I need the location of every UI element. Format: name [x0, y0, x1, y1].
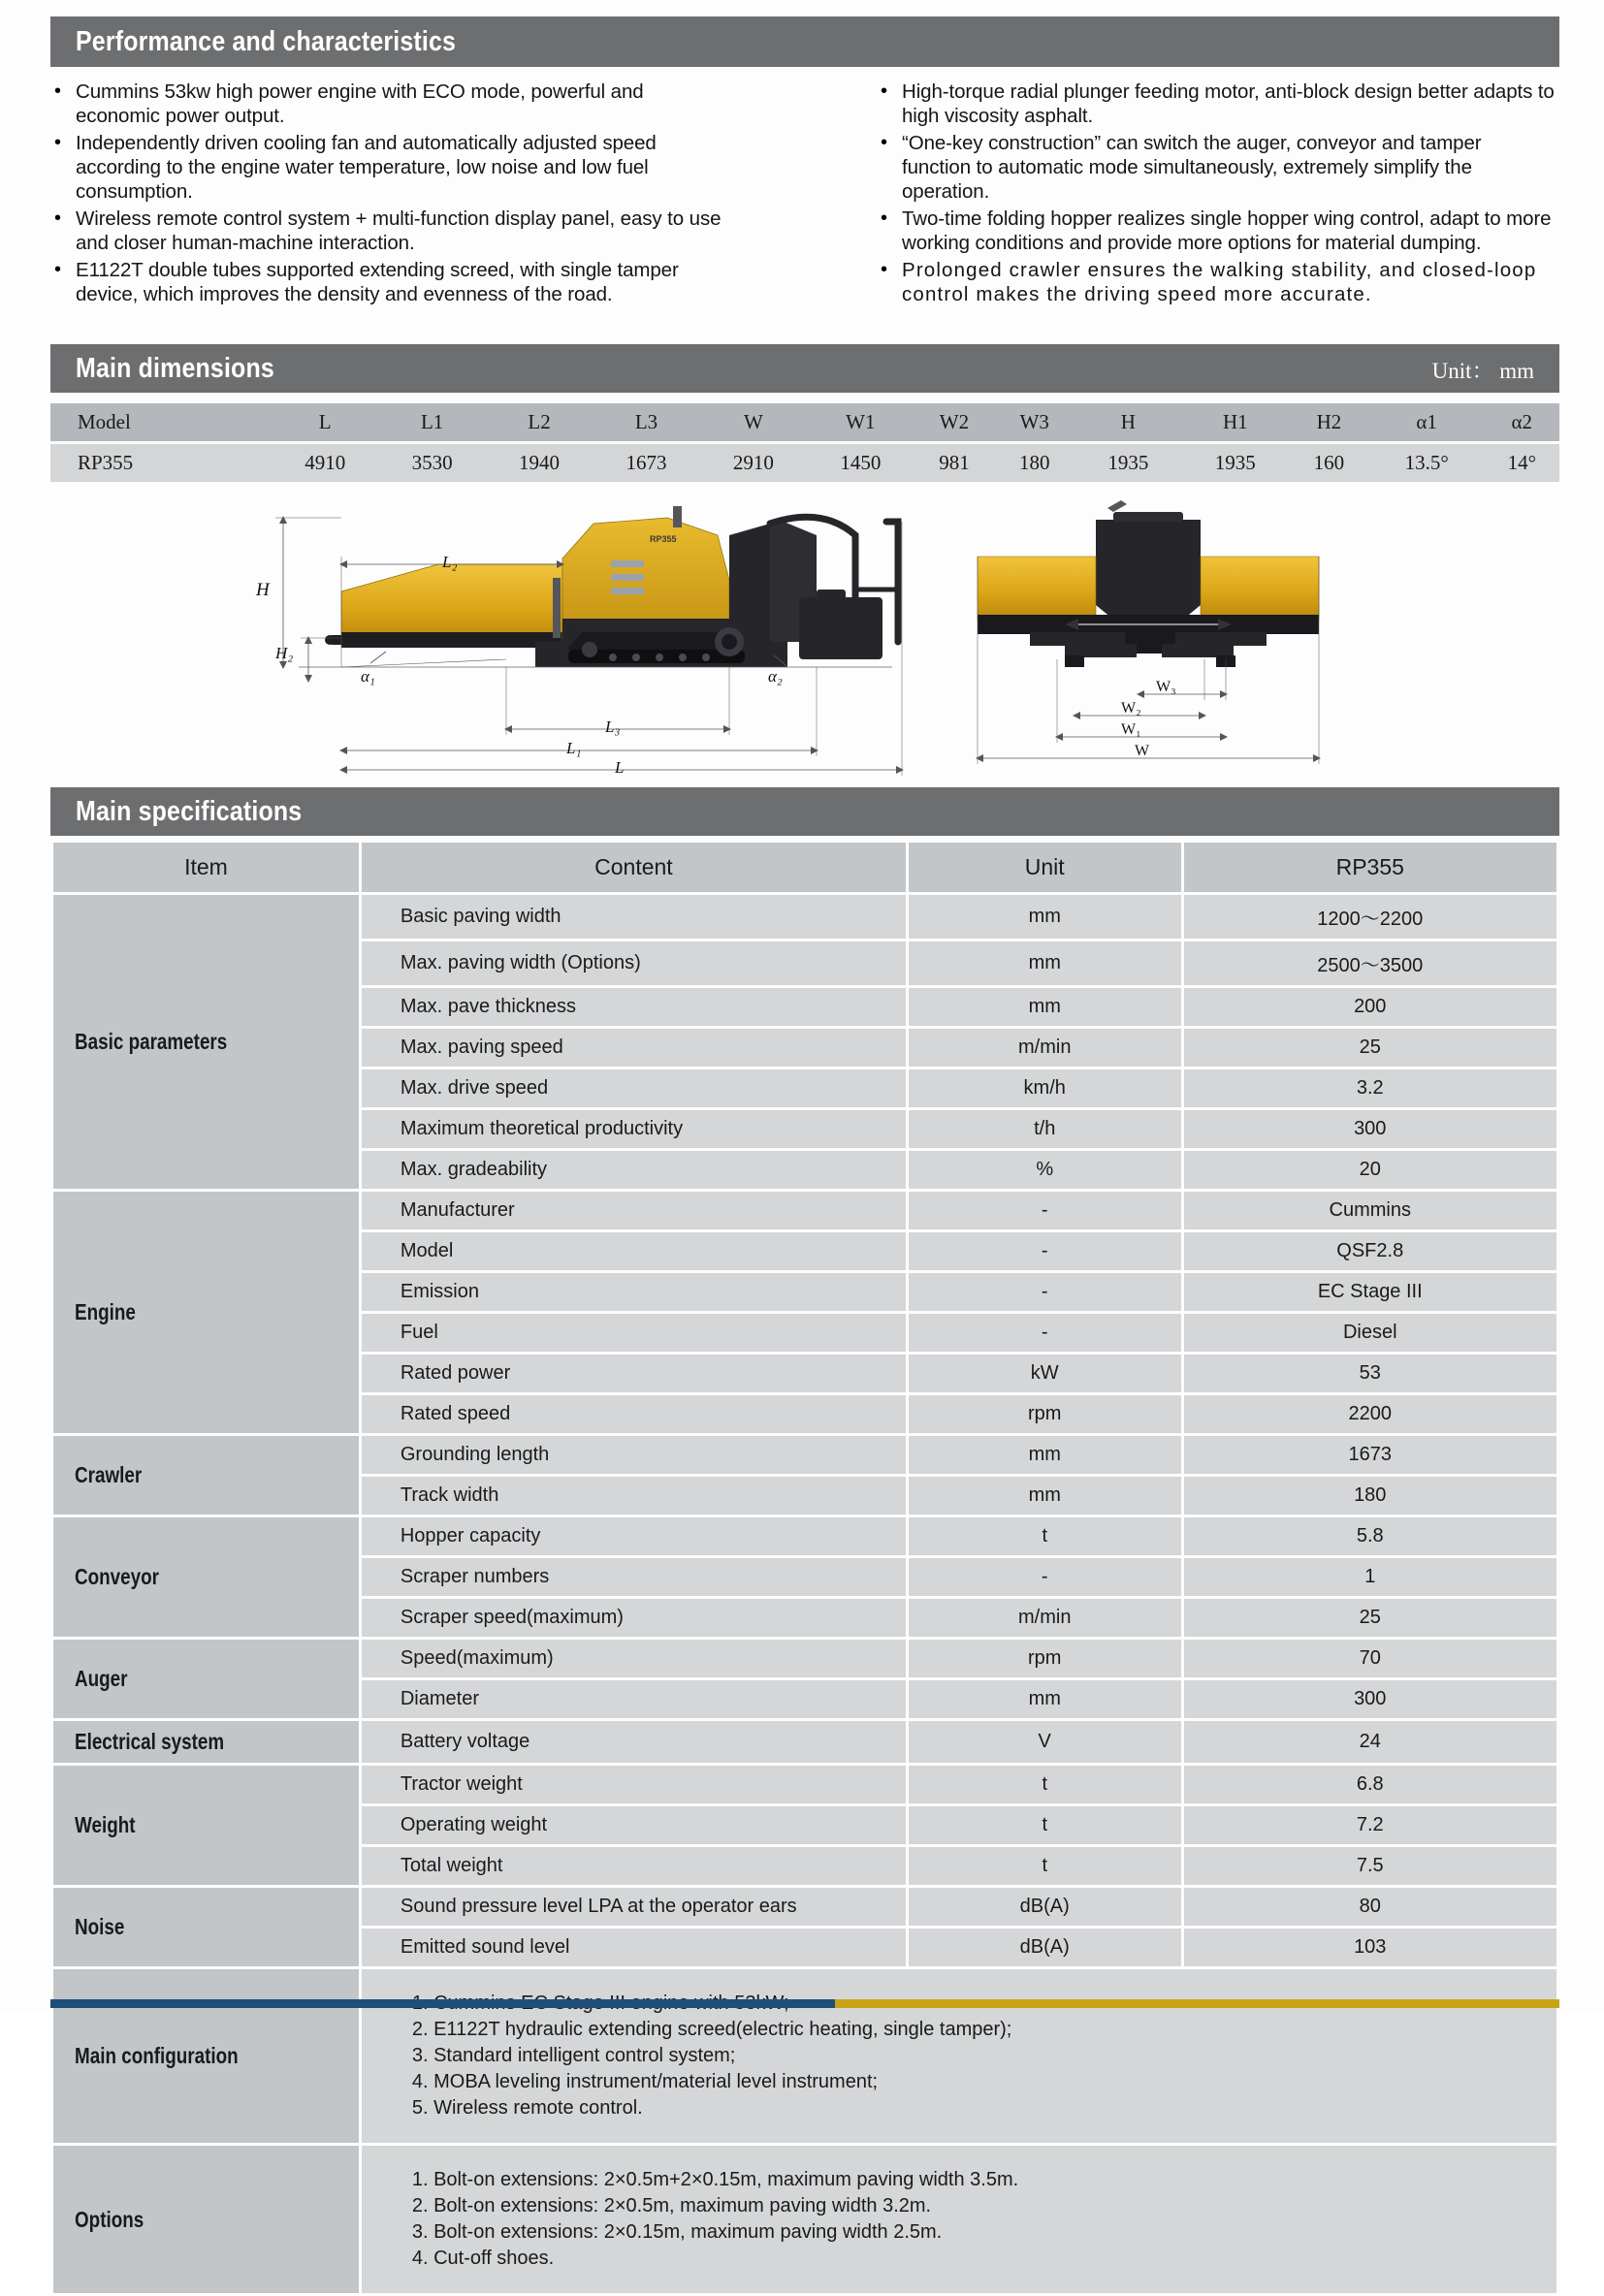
- specifications-value-cell: 300: [1184, 1110, 1557, 1148]
- specifications-value-cell: Diesel: [1184, 1314, 1557, 1352]
- specifications-block-line: 2. Bolt-on extensions: 2×0.5m, maximum paving width 3.2m.: [411, 2195, 932, 2216]
- specifications-value-cell: 180: [1184, 1477, 1557, 1515]
- dimensions-header-cell: L2: [486, 403, 593, 441]
- specifications-header-cell: RP355: [1184, 843, 1557, 892]
- dimensions-cell: 2910: [700, 444, 807, 482]
- dimensions-cell: 981: [914, 444, 995, 482]
- specifications-unit-cell: mm: [909, 895, 1181, 939]
- specifications-content-cell: Rated speed: [362, 1395, 906, 1433]
- specifications-row: [53, 1888, 1556, 1926]
- feature-item: [50, 80, 729, 128]
- dimension-drawing: [50, 496, 1559, 778]
- feature-item: [877, 258, 1556, 306]
- specifications-block-line: 5. Wireless remote control.: [411, 2097, 643, 2119]
- accent-strip-blue: [50, 1999, 835, 2008]
- specifications-header-row: [53, 843, 1556, 892]
- specifications-content-cell: Emission: [362, 1273, 906, 1311]
- specifications-value-cell: 3.2: [1184, 1069, 1557, 1107]
- specifications-content-cell: Diameter: [362, 1680, 906, 1718]
- specifications-content-cell: Operating weight: [362, 1806, 906, 1844]
- specifications-unit-cell: -: [909, 1192, 1181, 1229]
- specifications-value-cell: 1673: [1184, 1436, 1557, 1474]
- specifications-row: [53, 1517, 1556, 1555]
- dimensions-header-cell: W1: [807, 403, 914, 441]
- performance-title: Performance and characteristics: [76, 25, 457, 57]
- specifications-block-label: Options: [53, 2146, 359, 2293]
- bullet-icon: •: [881, 132, 888, 153]
- specifications-value-cell: 25: [1184, 1029, 1557, 1067]
- specifications-value-cell: 7.2: [1184, 1806, 1557, 1844]
- dimensions-header-cell: H1: [1182, 403, 1289, 441]
- bottom-accent-strip: [50, 1999, 1559, 2008]
- specifications-table-body: [53, 843, 1556, 2293]
- specifications-content-cell: Rated power: [362, 1355, 906, 1392]
- feature-text: High-torque radial plunger feeding motor, anti-block design better adapts to high viscosity asphalt.: [902, 80, 1555, 127]
- specifications-unit-cell: mm: [909, 1436, 1181, 1474]
- dimensions-cell: 13.5°: [1369, 444, 1485, 482]
- specifications-section-header: [50, 787, 1559, 836]
- specifications-content-cell: Scraper numbers: [362, 1558, 906, 1596]
- specifications-row: [53, 895, 1556, 939]
- features-column-left: [50, 80, 729, 309]
- dimensions-cell: 1935: [1075, 444, 1181, 482]
- specifications-value-cell: 1: [1184, 1558, 1557, 1596]
- features-block: [50, 80, 1559, 309]
- specifications-content-cell: Fuel: [362, 1314, 906, 1352]
- specifications-block-content: [362, 1969, 1556, 2143]
- specifications-unit-cell: %: [909, 1151, 1181, 1189]
- specifications-unit-cell: dB(A): [909, 1888, 1181, 1926]
- specifications-block-line: 4. MOBA leveling instrument/material level instrument;: [411, 2071, 879, 2092]
- specifications-unit-cell: mm: [909, 1680, 1181, 1718]
- label-W2: W₂: [1121, 700, 1141, 717]
- specifications-header-cell: Item: [53, 843, 359, 892]
- performance-section-header: [50, 16, 1559, 67]
- specifications-group-label: Conveyor: [53, 1517, 359, 1637]
- bullet-icon: •: [54, 207, 62, 229]
- specifications-unit-cell: -: [909, 1314, 1181, 1352]
- dimensions-cell: 1450: [807, 444, 914, 482]
- drawing-svg: [50, 496, 1559, 778]
- specifications-group-label: Crawler: [53, 1436, 359, 1515]
- specifications-row: [53, 1192, 1556, 1229]
- specifications-header-cell: Unit: [909, 843, 1181, 892]
- label-alpha2: α₂: [768, 667, 783, 686]
- feature-text: Independently driven cooling fan and automatically adjusted speed according to the engine water temperature, low noise and low fuel consumption.: [76, 132, 657, 203]
- dimensions-table-body: [50, 444, 1559, 482]
- label-L2: L₂: [442, 553, 458, 571]
- feature-item: [877, 80, 1556, 128]
- bullet-icon: •: [881, 207, 888, 229]
- specifications-block-line: 2. E1122T hydraulic extending screed(electric heating, single tamper);: [411, 2019, 1012, 2040]
- feature-text: Wireless remote control system + multi-function display panel, easy to use and closer human-machine interaction.: [76, 207, 722, 254]
- specifications-row: [53, 1640, 1556, 1677]
- dimensions-cell: 3530: [378, 444, 485, 482]
- specifications-block-row: [53, 1969, 1556, 2143]
- dimensions-cell: 1673: [593, 444, 699, 482]
- feature-item: [50, 258, 729, 306]
- specifications-content-cell: Tractor weight: [362, 1766, 906, 1803]
- dimensions-unit-label: Unit： mm: [1431, 358, 1534, 383]
- specifications-group-label: Noise: [53, 1888, 359, 1966]
- specifications-table: [50, 840, 1559, 2296]
- specifications-value-cell: 103: [1184, 1929, 1557, 1966]
- dimensions-header-cell: α2: [1485, 403, 1559, 441]
- side-view-drawing: [275, 496, 904, 776]
- dimensions-header-cell: W3: [994, 403, 1075, 441]
- dimensions-title: Main dimensions: [76, 352, 274, 384]
- specifications-value-cell: 20: [1184, 1151, 1557, 1189]
- dimensions-cell: 1940: [486, 444, 593, 482]
- dimensions-header-cell: Model: [50, 403, 272, 441]
- specifications-header-cell: Content: [362, 843, 906, 892]
- specifications-value-cell: EC Stage III: [1184, 1273, 1557, 1311]
- feature-item: [50, 131, 729, 204]
- specifications-unit-cell: m/min: [909, 1599, 1181, 1637]
- dimensions-header-cell: W: [700, 403, 807, 441]
- specifications-content-cell: Max. pave thickness: [362, 988, 906, 1026]
- dimensions-cell: 1935: [1182, 444, 1289, 482]
- specifications-content-cell: Hopper capacity: [362, 1517, 906, 1555]
- dimensions-header-cell: α1: [1369, 403, 1485, 441]
- specifications-unit-cell: mm: [909, 941, 1181, 985]
- specifications-unit-cell: t: [909, 1517, 1181, 1555]
- specifications-unit-cell: -: [909, 1232, 1181, 1270]
- specifications-block-content: [362, 2146, 1556, 2293]
- specifications-content-cell: Total weight: [362, 1847, 906, 1885]
- specifications-unit-cell: mm: [909, 1477, 1181, 1515]
- specifications-value-cell: 5.8: [1184, 1517, 1557, 1555]
- label-alpha1: α₁: [361, 667, 375, 686]
- specifications-value-cell: 24: [1184, 1721, 1557, 1763]
- specifications-content-cell: Grounding length: [362, 1436, 906, 1474]
- dimensions-table-head: [50, 403, 1559, 441]
- specifications-content-cell: Max. paving width (Options): [362, 941, 906, 985]
- dimensions-header-cell: H2: [1289, 403, 1369, 441]
- dimensions-cell: 160: [1289, 444, 1369, 482]
- specifications-content-cell: Sound pressure level LPA at the operator ears: [362, 1888, 906, 1926]
- bullet-icon: •: [54, 132, 62, 153]
- specifications-block-line: 1. Bolt-on extensions: 2×0.5m+2×0.15m, maximum paving width 3.5m.: [411, 2169, 1019, 2190]
- dimensions-header-cell: H: [1075, 403, 1181, 441]
- specifications-group-label: Basic parameters: [53, 895, 359, 1189]
- specifications-value-cell: 200: [1184, 988, 1557, 1026]
- dimensions-data-row: [50, 444, 1559, 482]
- specifications-title: Main specifications: [76, 795, 303, 827]
- front-view-drawing: [976, 500, 1321, 764]
- specifications-value-cell: 2200: [1184, 1395, 1557, 1433]
- feature-text: “One-key construction” can switch the auger, conveyor and tamper function to automatic mode simultaneously, extremely simplify the operation.: [902, 132, 1482, 203]
- specifications-unit-cell: t: [909, 1847, 1181, 1885]
- specifications-unit-cell: kW: [909, 1355, 1181, 1392]
- specifications-unit-cell: m/min: [909, 1029, 1181, 1067]
- specifications-block-line: 3. Standard intelligent control system;: [411, 2045, 736, 2066]
- specifications-content-cell: Model: [362, 1232, 906, 1270]
- specifications-content-cell: Speed(maximum): [362, 1640, 906, 1677]
- specifications-content-cell: Maximum theoretical productivity: [362, 1110, 906, 1148]
- specifications-value-cell: 1200～2200: [1184, 895, 1557, 939]
- specifications-value-cell: 80: [1184, 1888, 1557, 1926]
- dimensions-section-header: [50, 344, 1559, 393]
- specifications-value-cell: 70: [1184, 1640, 1557, 1677]
- bullet-icon: •: [881, 80, 888, 102]
- specifications-group-label: Electrical system: [53, 1721, 359, 1763]
- feature-item: [50, 207, 729, 255]
- accent-strip-gold: [835, 1999, 1559, 2008]
- specifications-group-label: Engine: [53, 1192, 359, 1433]
- specifications-unit-cell: km/h: [909, 1069, 1181, 1107]
- specifications-row: [53, 1721, 1556, 1763]
- specifications-content-cell: Max. drive speed: [362, 1069, 906, 1107]
- specifications-content-cell: Max. paving speed: [362, 1029, 906, 1067]
- specifications-unit-cell: rpm: [909, 1395, 1181, 1433]
- specifications-content-cell: Basic paving width: [362, 895, 906, 939]
- dimensions-cell: RP355: [50, 444, 272, 482]
- specifications-content-cell: Max. gradeability: [362, 1151, 906, 1189]
- feature-text: E1122T double tubes supported extending screed, with single tamper device, which improves the density and evenness of the road.: [76, 259, 679, 305]
- specifications-block-label: Main configuration: [53, 1969, 359, 2143]
- label-W3: W₃: [1156, 679, 1176, 695]
- machine-badge-label: RP355: [650, 534, 677, 544]
- feature-text: Cummins 53kw high power engine with ECO mode, powerful and economic power output.: [76, 80, 644, 127]
- dimensions-header-row: [50, 403, 1559, 441]
- features-column-right: [877, 80, 1556, 309]
- specifications-value-cell: 2500～3500: [1184, 941, 1557, 985]
- dimensions-header-cell: W2: [914, 403, 995, 441]
- specifications-row: [53, 1436, 1556, 1474]
- specifications-value-cell: 300: [1184, 1680, 1557, 1718]
- specifications-block-row: [53, 2146, 1556, 2293]
- specifications-value-cell: 25: [1184, 1599, 1557, 1637]
- feature-item: [877, 131, 1556, 204]
- specifications-value-cell: QSF2.8: [1184, 1232, 1557, 1270]
- specifications-value-cell: 53: [1184, 1355, 1557, 1392]
- specifications-row: [53, 1766, 1556, 1803]
- specifications-content-cell: Emitted sound level: [362, 1929, 906, 1966]
- feature-text: Prolonged crawler ensures the walking stability, and closed-loop control makes the driving speed more accurate.: [902, 259, 1537, 305]
- specifications-unit-cell: rpm: [909, 1640, 1181, 1677]
- dimensions-header-cell: L: [272, 403, 378, 441]
- label-H2: H₂: [275, 644, 294, 662]
- specifications-content-cell: Battery voltage: [362, 1721, 906, 1763]
- specifications-unit-cell: dB(A): [909, 1929, 1181, 1966]
- bullet-icon: •: [54, 80, 62, 102]
- label-H: H: [256, 580, 270, 600]
- dimensions-header-cell: L3: [593, 403, 699, 441]
- feature-item: [877, 207, 1556, 255]
- specifications-unit-cell: mm: [909, 988, 1181, 1026]
- dimensions-header-cell: L1: [378, 403, 485, 441]
- feature-text: Two-time folding hopper realizes single hopper wing control, adapt to more working conditions and provide more options for material dumping.: [902, 207, 1552, 254]
- label-L3: L₃: [605, 718, 621, 736]
- specifications-group-label: Weight: [53, 1766, 359, 1885]
- bullet-icon: •: [54, 259, 62, 280]
- specifications-block-line: 4. Cut-off shoes.: [411, 2248, 555, 2269]
- specifications-unit-cell: t/h: [909, 1110, 1181, 1148]
- label-W1: W₁: [1121, 721, 1141, 738]
- specifications-content-cell: Track width: [362, 1477, 906, 1515]
- specifications-unit-cell: -: [909, 1273, 1181, 1311]
- label-W: W: [1135, 743, 1150, 759]
- specifications-value-cell: 6.8: [1184, 1766, 1557, 1803]
- label-L: L: [615, 758, 625, 777]
- dimensions-cell: 4910: [272, 444, 378, 482]
- specifications-unit-cell: t: [909, 1806, 1181, 1844]
- bullet-icon: •: [881, 259, 888, 280]
- specifications-block-line: 3. Bolt-on extensions: 2×0.15m, maximum paving width 2.5m.: [411, 2221, 943, 2243]
- specifications-value-cell: 7.5: [1184, 1847, 1557, 1885]
- specifications-group-label: Auger: [53, 1640, 359, 1718]
- specifications-content-cell: Scraper speed(maximum): [362, 1599, 906, 1637]
- specifications-unit-cell: t: [909, 1766, 1181, 1803]
- dimensions-cell: 180: [994, 444, 1075, 482]
- dimensions-table: [50, 400, 1559, 485]
- specifications-content-cell: Manufacturer: [362, 1192, 906, 1229]
- specifications-unit-cell: V: [909, 1721, 1181, 1763]
- specifications-unit-cell: -: [909, 1558, 1181, 1596]
- specifications-value-cell: Cummins: [1184, 1192, 1557, 1229]
- dimensions-cell: 14°: [1485, 444, 1559, 482]
- label-L1: L₁: [566, 739, 582, 757]
